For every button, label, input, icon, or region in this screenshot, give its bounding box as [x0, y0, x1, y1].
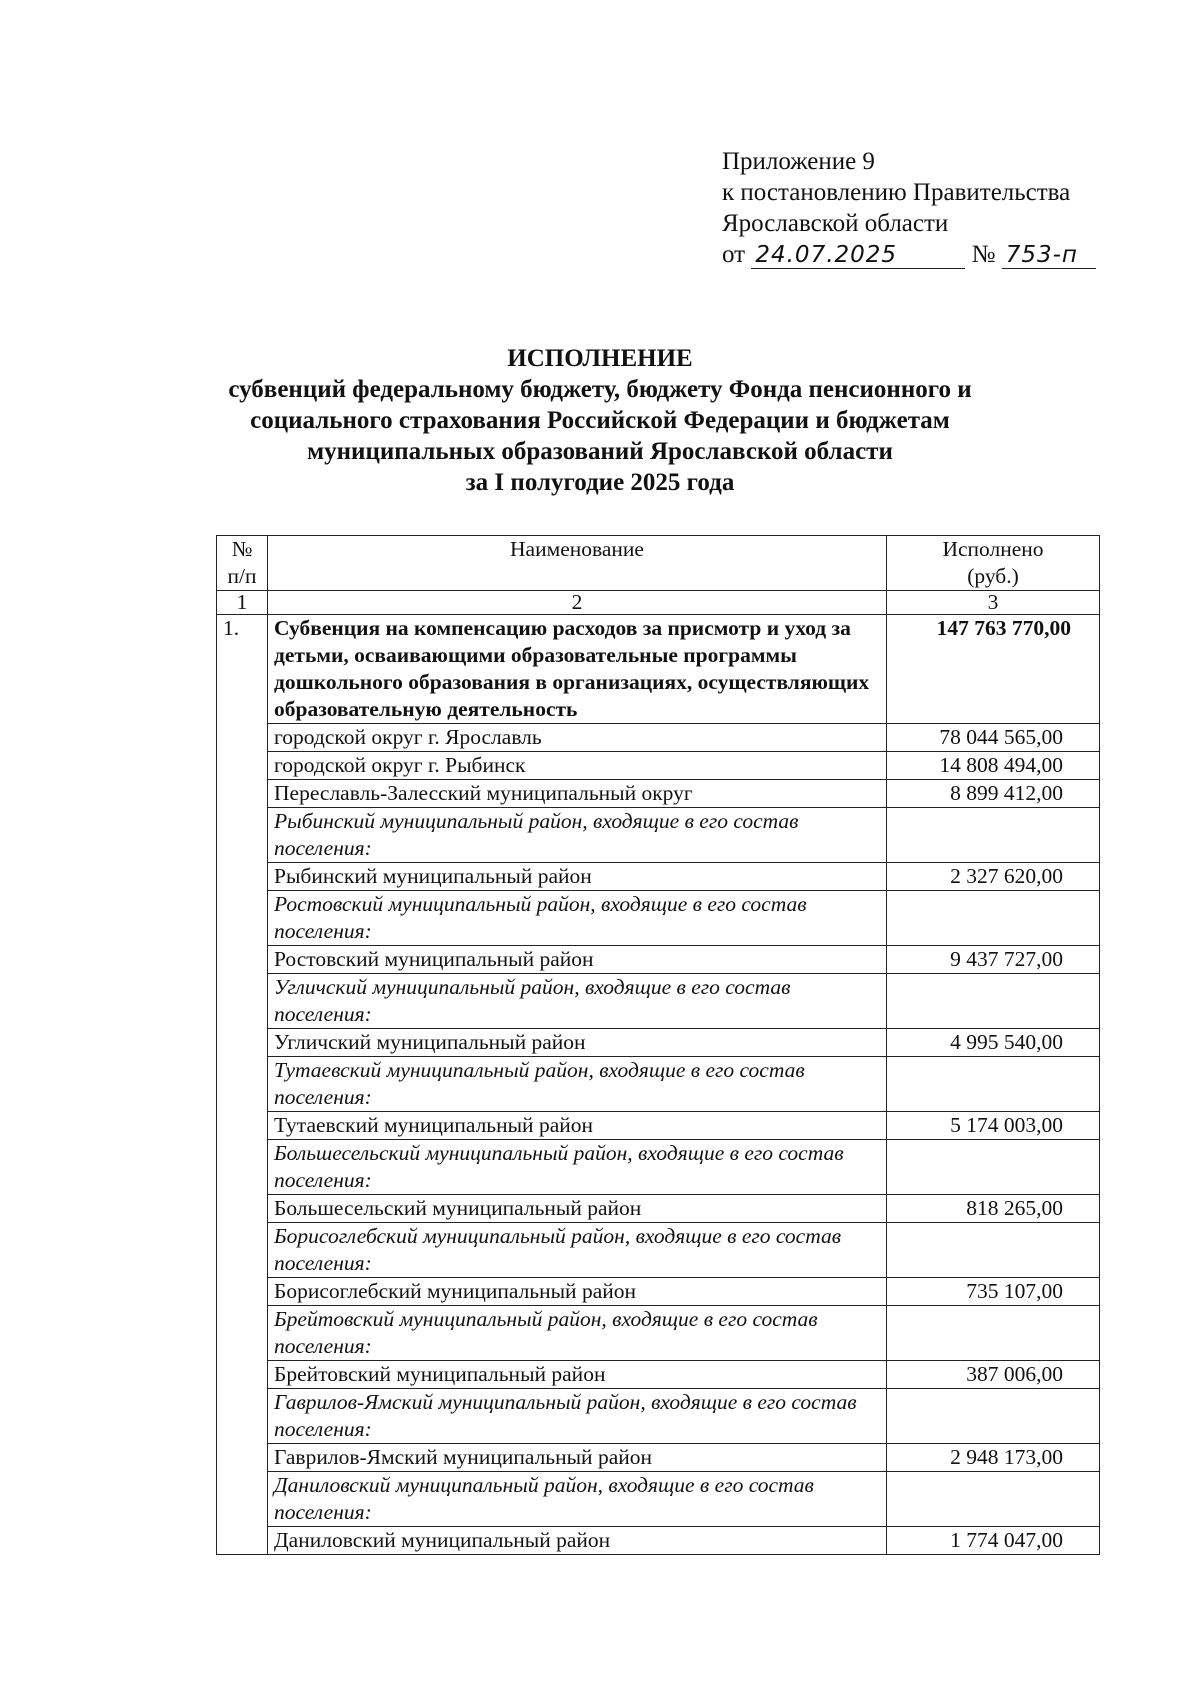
title-line-1: ИСПОЛНЕНИЕ [507, 345, 693, 372]
row-name: Тутаевский муниципальный район [268, 1112, 887, 1140]
row-value: 4 995 540,00 [887, 1029, 1100, 1057]
number-prefix: № [971, 241, 996, 268]
row-name: городской округ г. Рыбинск [268, 752, 887, 780]
row-name: Угличский муниципальный район [268, 1029, 887, 1057]
row-value: 735 107,00 [887, 1278, 1100, 1306]
header-value-line2: (руб.) [967, 564, 1019, 588]
row-value [887, 1140, 1100, 1195]
row-value [887, 1472, 1100, 1527]
section-name: Субвенция на компенсацию расходов за присмотр и уход за детьми, осваивающими образовательные программы дошкольного образования в организациях, осуществляющих образовательную деятельность [268, 615, 887, 724]
appendix-header [722, 146, 1096, 270]
row-name: Переславль-Залесский муниципальный округ [268, 780, 887, 808]
row-value [887, 891, 1100, 946]
row-name: Рыбинский муниципальный район [268, 863, 887, 891]
row-value [887, 808, 1100, 863]
table-row [217, 1195, 1100, 1223]
table-row [217, 1472, 1100, 1527]
handwritten-number: 753-п [1002, 242, 1096, 269]
row-name: Рыбинский муниципальный район, входящие в его состав поселения: [268, 808, 887, 863]
date-prefix: от [722, 241, 746, 268]
table-row [217, 1223, 1100, 1278]
title-line-4: муниципальных образований Ярославской области [307, 438, 893, 465]
column-number-row [217, 591, 1100, 615]
header-name-text: Наименование [510, 537, 644, 561]
row-name: Большесельский муниципальный район [268, 1195, 887, 1223]
header-value [887, 536, 1100, 591]
section-value: 147 763 770,00 [887, 615, 1100, 724]
table-row [217, 1029, 1100, 1057]
row-name: Брейтовский муниципальный район, входящие в его состав поселения: [268, 1306, 887, 1361]
resolution-label: к постановлению Правительства [722, 179, 1071, 206]
row-name: Даниловский муниципальный район, входящие в его состав поселения: [268, 1472, 887, 1527]
handwritten-date: 24.07.2025 [751, 242, 965, 269]
table-row [217, 1389, 1100, 1444]
row-name: Гаврилов-Ямский муниципальный район, входящие в его состав поселения: [268, 1389, 887, 1444]
header-number-line1: № [231, 537, 253, 561]
section-row [217, 615, 1100, 724]
row-name: Ростовский муниципальный район [268, 946, 887, 974]
row-name: Тутаевский муниципальный район, входящие в его состав поселения: [268, 1057, 887, 1112]
title-line-3: социального страхования Российской Федерации и бюджетам [250, 407, 950, 434]
row-value: 14 808 494,00 [887, 752, 1100, 780]
table-row [217, 808, 1100, 863]
title-line-2: субвенций федеральному бюджету, бюджету Фонда пенсионного и [228, 376, 972, 403]
table-row [217, 1444, 1100, 1472]
row-value [887, 1389, 1100, 1444]
row-name: Борисоглебский муниципальный район [268, 1278, 887, 1306]
row-value: 1 774 047,00 [887, 1527, 1100, 1555]
row-name: Угличский муниципальный район, входящие в его состав поселения: [268, 974, 887, 1029]
row-value [887, 974, 1100, 1029]
column-number-2: 2 [268, 591, 887, 615]
row-name: Ростовский муниципальный район, входящие в его состав поселения: [268, 891, 887, 946]
subvention-table [216, 535, 1100, 1555]
region-label: Ярославской области [722, 210, 949, 237]
column-number-3: 3 [887, 591, 1100, 615]
table-row [217, 1057, 1100, 1112]
row-name: Брейтовский муниципальный район [268, 1361, 887, 1389]
row-name: Борисоглебский муниципальный район, входящие в его состав поселения: [268, 1223, 887, 1278]
appendix-label: Приложение 9 [722, 148, 875, 175]
row-value [887, 1306, 1100, 1361]
table-row [217, 1278, 1100, 1306]
table-row [217, 724, 1100, 752]
table-header-row [217, 536, 1100, 591]
row-name: Большесельский муниципальный район, входящие в его состав поселения: [268, 1140, 887, 1195]
row-value [887, 1057, 1100, 1112]
table-row [217, 1306, 1100, 1361]
row-value: 387 006,00 [887, 1361, 1100, 1389]
table-row [217, 1140, 1100, 1195]
row-name: городской округ г. Ярославль [268, 724, 887, 752]
row-value: 2 327 620,00 [887, 863, 1100, 891]
row-value: 818 265,00 [887, 1195, 1100, 1223]
table-row [217, 1527, 1100, 1555]
row-value: 78 044 565,00 [887, 724, 1100, 752]
column-number-1: 1 [217, 591, 268, 615]
table-row [217, 780, 1100, 808]
header-name [268, 536, 887, 591]
row-value: 8 899 412,00 [887, 780, 1100, 808]
table-row [217, 752, 1100, 780]
section-number: 1. [217, 615, 268, 1555]
row-value: 9 437 727,00 [887, 946, 1100, 974]
row-value: 2 948 173,00 [887, 1444, 1100, 1472]
date-number-line [722, 239, 1096, 270]
row-value [887, 1223, 1100, 1278]
header-number [217, 536, 268, 591]
table-row [217, 863, 1100, 891]
table-row [217, 974, 1100, 1029]
row-name: Даниловский муниципальный район [268, 1527, 887, 1555]
document-title [200, 343, 1000, 498]
row-name: Гаврилов-Ямский муниципальный район [268, 1444, 887, 1472]
table-row [217, 946, 1100, 974]
table-row [217, 1361, 1100, 1389]
header-value-line1: Исполнено [942, 537, 1044, 561]
table-row [217, 1112, 1100, 1140]
table-row [217, 891, 1100, 946]
row-value: 5 174 003,00 [887, 1112, 1100, 1140]
title-line-5: за I полугодие 2025 года [465, 469, 735, 496]
header-number-line2: п/п [227, 564, 257, 588]
